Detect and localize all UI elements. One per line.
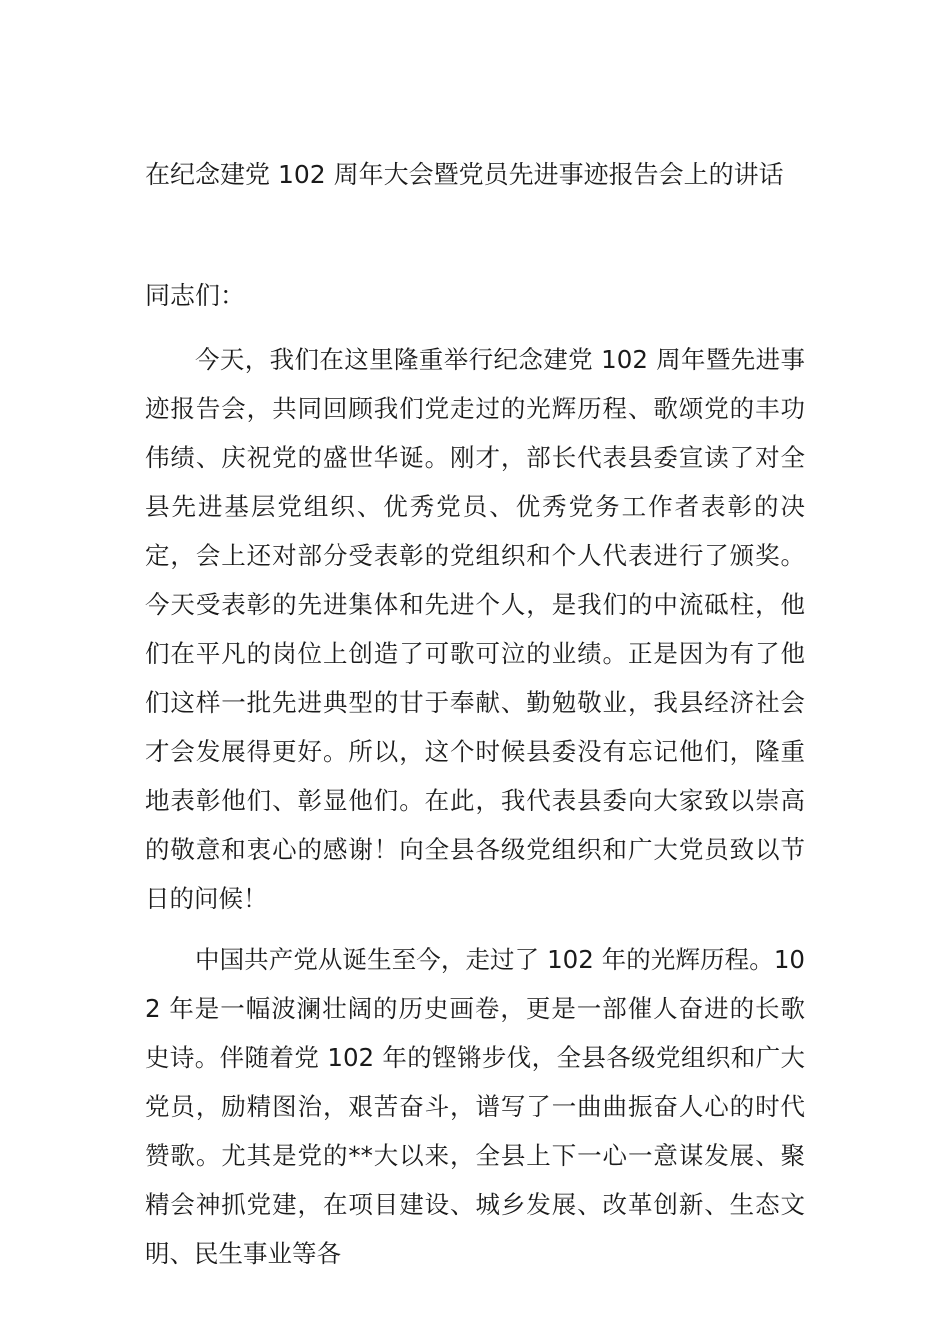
document-body xyxy=(145,335,805,1290)
salutation: 同志们： xyxy=(145,281,246,310)
paragraph: 今天，我们在这里隆重举行纪念建党 102 周年暨先进事迹报告会，共同回顾我们党走过的光辉历程、歌颂党的丰功伟绩、庆祝党的盛世华诞。刚才，部长代表县委宣读了对全县先进基层党组织、优秀党员、优秀党务工作者表彰的决定，会上还对部分受表彰的党组织和个人代表进行了颁奖。今天受表彰的先进集体和先进个人，是我们的中流砥柱，他们在平凡的岗位上创造了可歌可泣的业绩。正是因为有了他们这样一批先进典型的甘于奉献、勤勉敬业，我县经济社会才会发展得更好。所以，这个时候县委没有忘记他们，隆重地表彰他们、彰显他们。在此，我代表县委向大家致以崇高的敬意和衷心的感谢！向全县各级党组织和广大党员致以节日的问候！ xyxy=(145,345,805,913)
document-title: 在纪念建党 102 周年大会暨党员先进事迹报告会上的讲话 xyxy=(145,160,784,189)
paragraph: 中国共产党从诞生至今，走过了 102 年的光辉历程。102 年是一幅波澜壮阔的历史画卷，更是一部催人奋进的长歌史诗。伴随着党 102 年的铿锵步伐，全县各级党组织和广大党员，励精图治，艰苦奋斗，谱写了一曲曲振奋人心的时代赞歌。尤其是党的**大以来，全县上下一心一意谋发展、聚精会神抓党建，在项目建设、城乡发展、改革创新、生态文明、民生事业等各 xyxy=(145,945,805,1268)
